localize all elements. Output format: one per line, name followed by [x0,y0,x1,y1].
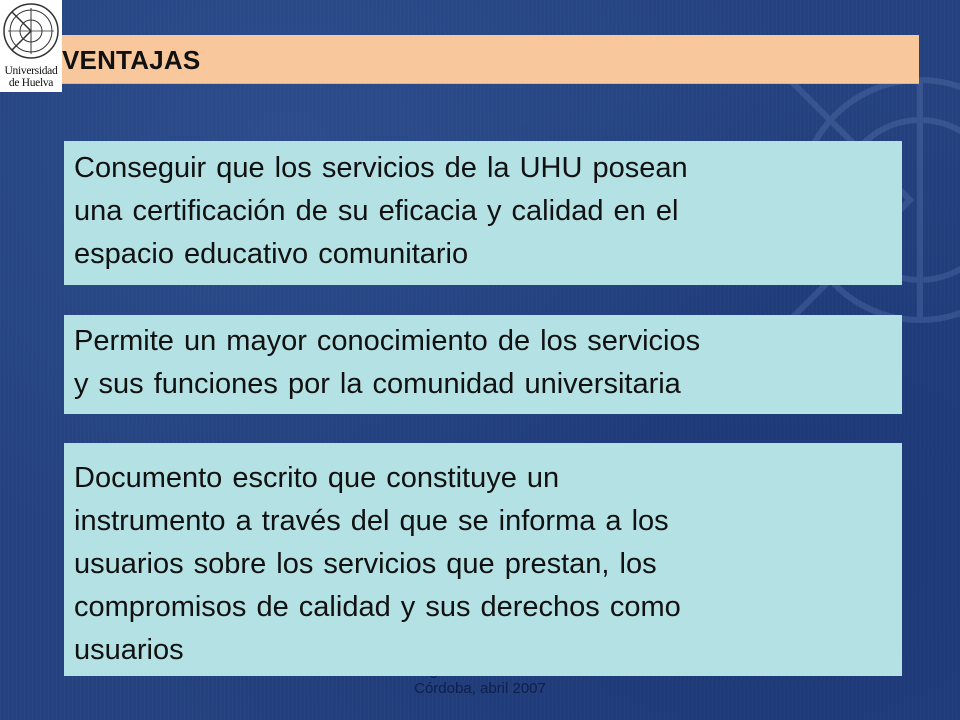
footer-line-2: Córdoba, abril 2007 [414,680,546,697]
advantage-text-2 [74,320,894,406]
advantage-box-2 [64,315,902,414]
text-line: una certificación de su eficacia y calidad en el [74,195,679,227]
university-logo [0,0,62,92]
text-line: usuarios [74,634,184,666]
advantage-text-3 [74,457,894,672]
text-line: usuarios sobre los servicios que prestan, los [74,548,657,580]
text-line: Documento escrito que constituye un [74,462,560,494]
advantage-box-1 [64,141,902,285]
text-line: y sus funciones por la comunidad universitaria [74,368,681,400]
advantage-box-3 [64,443,902,676]
logo-line-2: de Huelva [8,77,54,89]
text-line: Conseguir que los servicios de la UHU posean [74,152,688,184]
advantage-text-1 [74,147,894,276]
text-line: espacio educativo comunitario [74,238,469,270]
text-line: compromisos de calidad y sus derechos como [74,591,681,623]
logo-line-1: Universidad [4,65,58,77]
slide-title: VENTAJAS [62,45,201,75]
title-bar [62,35,919,84]
text-line: instrumento a través del que se informa a los [74,505,669,537]
university-seal-icon [0,0,62,64]
text-line: Permite un mayor conocimiento de los servicios [74,325,701,357]
